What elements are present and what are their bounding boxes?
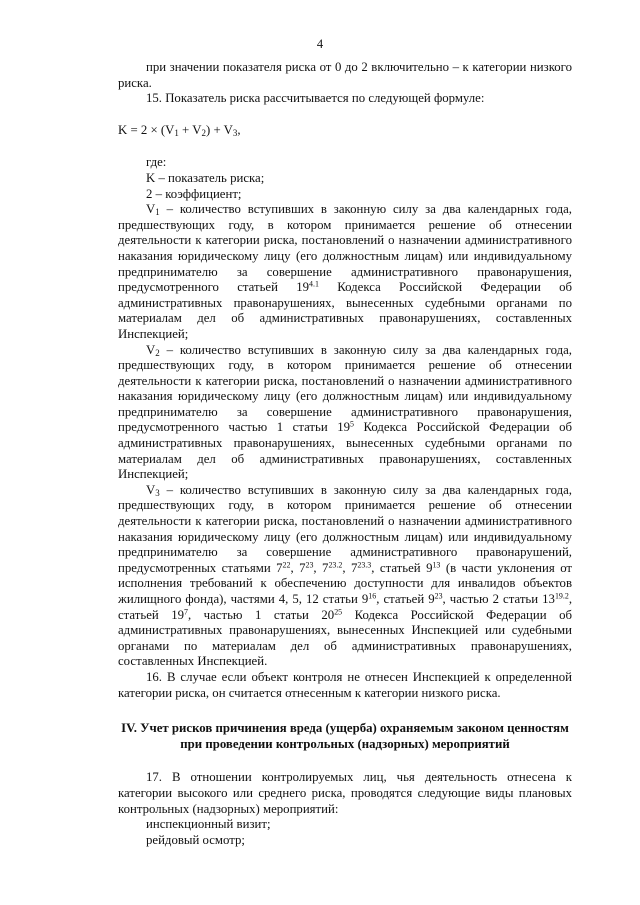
risk-formula — [118, 123, 572, 139]
definition-text: , 7 — [290, 560, 306, 575]
page-number: 4 — [316, 37, 324, 51]
article-superscript: 25 — [334, 607, 343, 617]
article-superscript: 23 — [434, 591, 443, 601]
k-definition: K – показатель риска; — [146, 170, 265, 185]
definition-text: Кодекса Российской Федерации об административных правонарушениях, вынесенных судебными органами по материалам дел об административных правонарушениях, составленных Инспекцией; — [118, 280, 573, 341]
formula-part: K = 2 × (V — [118, 122, 175, 137]
paragraph-15: 15. Показатель риска рассчитывается по следующей формуле: — [146, 91, 485, 106]
article-superscript: 16 — [368, 591, 377, 601]
v2-definition — [118, 343, 572, 483]
definition-text: Кодекса Российской Федерации об административных правонарушениях, вынесенных Инспекцией или судебными органами по материалам дел об административных правонарушениях, составленных Инспекцией. — [118, 607, 573, 669]
variable-symbol: V — [146, 342, 156, 357]
definition-text: , частью 2 статьи 13 — [442, 592, 555, 606]
definition-text: , 7 — [313, 560, 329, 575]
formula-subscript: 2 — [201, 128, 206, 139]
article-superscript: 19.2 — [554, 591, 569, 601]
definition-text: (в части уклонения от исполнения требований к обеспечению доступности для инвалидов объектов жилищного фонда), частями 4, 5, 12 статьи 9 — [118, 560, 573, 606]
variable-symbol: V — [146, 202, 156, 217]
paragraph-17: 17. В отношении контролируемых лиц, чья деятельность отнесена к категории высокого или среднего риска, проводятся следующие виды плановых контрольных (надзорных) мероприятий: — [118, 770, 572, 816]
article-superscript: 22 — [282, 560, 291, 570]
variable-subscript: 2 — [155, 347, 160, 358]
formula-part: + V — [178, 122, 202, 137]
list-item-raid-inspection: рейдовый осмотр; — [146, 832, 245, 847]
definition-text: , статьей 19 — [118, 592, 573, 622]
article-superscript: 7 — [184, 607, 188, 617]
document-body — [118, 60, 572, 848]
coefficient-definition: 2 – коэффициент; — [146, 186, 242, 201]
section-heading: IV. Учет рисков причинения вреда (ущерба) охраняемым законом ценностям при проведении контрольных (надзорных) мероприятий — [121, 721, 569, 751]
formula-part: , — [237, 122, 241, 137]
article-superscript: 13 — [432, 560, 441, 570]
variable-symbol: V — [146, 482, 156, 497]
list-item-inspection-visit: инспекционный визит; — [146, 817, 271, 832]
article-superscript: 23 — [305, 560, 314, 570]
article-superscript: 4.1 — [309, 279, 319, 289]
variable-subscript: 1 — [155, 207, 160, 218]
definition-text: , частью 1 статьи 20 — [188, 607, 335, 622]
v3-definition — [118, 483, 572, 670]
where-label: где: — [146, 155, 167, 170]
definition-text: – количество вступивших в законную силу за два календарных года, предшествующих году, в котором принимается решение об отнесении деятельности к категории риска, постановлений о назначении административного наказания юридическому лицу (его должностным лицам) или индивидуальному предпринимателю за совершение административного правонарушений, предусмотренных статьями 7 — [118, 482, 572, 575]
article-superscript: 5 — [350, 420, 354, 430]
definition-text: – количество вступивших в законную силу за два календарных года, предшествующих году, в котором принимается решение об отнесении деятельности к категории риска, постановлений о назначении административного наказания юридическому лицу (его должностным лицам) или индивидуальному предпринимателю за совершение административного правонарушения, предусмотренного статьей 19 — [118, 202, 572, 295]
formula-part: ) + V — [205, 122, 233, 137]
definition-text: , статьей 9 — [371, 560, 433, 575]
article-superscript: 23.2 — [328, 560, 343, 570]
definition-text: , 7 — [342, 560, 358, 575]
definition-text: , статьей 9 — [376, 592, 435, 606]
paragraph-16: 16. В случае если объект контроля не отнесен Инспекцией к определенной категории риска, он считается отнесенным к категории низкого риска. — [118, 669, 572, 700]
v1-definition — [118, 202, 572, 342]
variable-subscript: 3 — [155, 488, 160, 499]
low-risk-paragraph: при значении показателя риска от 0 до 2 включительно – к категории низкого риска. — [118, 60, 572, 90]
definition-text: – количество вступивших в законную силу за два календарных года, предшествующих году, в котором принимается решение об отнесении деятельности к категории риска, постановлений о назначении административного наказания юридическому лицу (его должностным лицам) или индивидуальному предпринимателю за совершение административного правонарушения, предусмотренного частью 1 статьи 19 — [118, 342, 572, 435]
formula-subscript: 3 — [232, 128, 238, 139]
formula-subscript: 1 — [174, 128, 179, 139]
article-superscript: 23.3 — [357, 560, 372, 570]
definition-text: Кодекса Российской Федерации об административных правонарушениях, вынесенных судебными органами по материалам дел об административных правонарушениях, составленных Инспекцией; — [118, 420, 572, 482]
